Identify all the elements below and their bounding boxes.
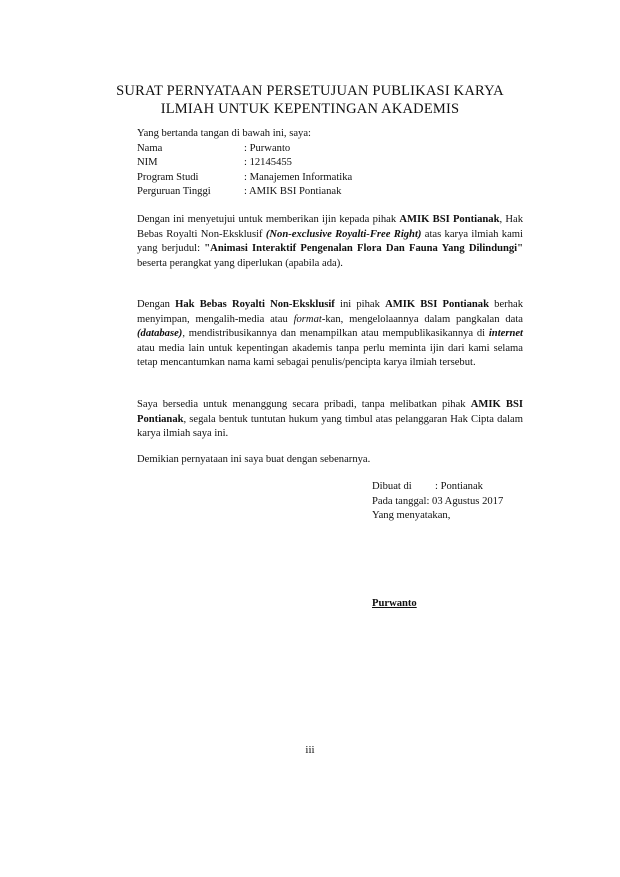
identity-value: : Purwanto <box>244 142 291 154</box>
identity-label: Nama <box>137 142 163 154</box>
paragraph-consent: Dengan ini menyetujui untuk memberikan ijin kepada pihak AMIK BSI Pontianak, Hak Bebas Royalti Non-Eksklusif (Non-exclusive Royalti-Free Right) atas karya ilmiah kami yang berjudul: "Animasi Interaktif Pengenalan Flora Dan Fauna Yang Dilindungi" beserta perangkat yang diperlukan (apabila ada). <box>137 214 524 269</box>
title-line-2: ILMIAH UNTUK KEPENTINGAN AKADEMIS <box>160 101 460 117</box>
identity-value: : 12145455 <box>244 157 292 169</box>
paragraph-rights: Dengan Hak Bebas Royalti Non-Eksklusif ini pihak AMIK BSI Pontianak berhak menyimpan, mengalih-media atau format-kan, mengelolaannya dalam pangkalan data (database), mendistribusikannya dan menampilkan atau mempublikasikannya di internet atau media lain untuk kepentingan akademis tanpa perlu meminta ijin dari kami selama tetap mencantumkan nama kami sebagai penulis/pencipta karya ilmiah tersebut. <box>137 299 523 369</box>
signer-name: Purwanto <box>372 598 417 609</box>
place-label: Dibuat di <box>372 481 412 492</box>
identity-row-nim <box>137 156 523 171</box>
title-line-1: SURAT PERNYATAAN PERSETUJUAN PUBLIKASI KARYA <box>116 83 504 99</box>
identity-row-name <box>137 142 523 157</box>
date-value: : 03 Agustus 2017 <box>426 495 504 507</box>
date-label: Pada tanggal <box>372 495 427 507</box>
intro-text: Yang bertanda tangan di bawah ini, saya: <box>137 128 311 139</box>
identity-section <box>137 127 523 200</box>
paragraph-liability: Saya bersedia untuk menanggung secara pribadi, tanpa melibatkan pihak AMIK BSI Pontianak, segala bentuk tuntutan hukum yang timbul atas pelanggaran Hak Cipta dalam karya ilmiah saya ini. <box>137 399 523 440</box>
identity-label: Perguruan Tinggi <box>137 186 211 198</box>
signature-place-row <box>372 480 503 495</box>
identity-label: Program Studi <box>137 171 199 183</box>
identity-value: : Manajemen Informatika <box>244 171 353 183</box>
page-number: iii <box>305 744 315 756</box>
identity-value: : AMIK BSI Pontianak <box>244 186 342 198</box>
document-title <box>100 82 520 118</box>
signature-block <box>372 480 503 524</box>
closing-statement: Demikian pernyataan ini saya buat dengan sebenarnya. <box>137 454 371 465</box>
signature-date-row <box>372 495 503 510</box>
identity-row-university <box>137 185 523 200</box>
signature-statement: Yang menyatakan, <box>372 510 451 522</box>
identity-row-program <box>137 171 523 186</box>
place-value: : Pontianak <box>435 481 483 492</box>
identity-label: NIM <box>137 157 158 169</box>
